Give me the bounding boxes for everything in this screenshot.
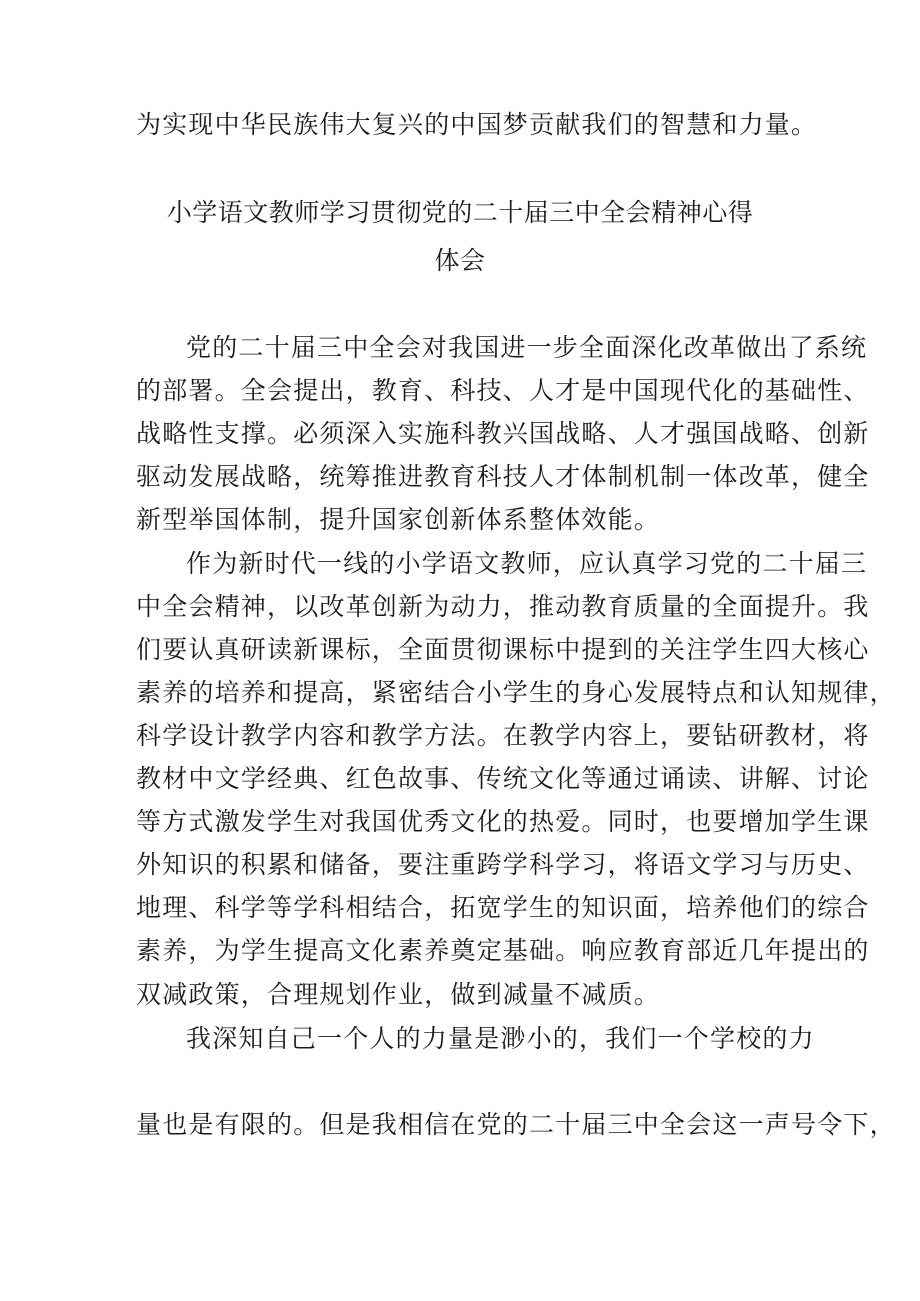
document-title-line-2: 体会 (434, 246, 486, 275)
paragraph-2-line: 地理、科学等学科相结合，拓宽学生的知识面，培养他们的综合 (136, 893, 870, 922)
paragraph-2-line: 们要认真研读新课标，全面贯彻课标中提到的关注学生四大核心 (136, 635, 870, 664)
paragraph-1-line: 战略性支撑。必须深入实施科教兴国战略、人才强国战略、创新 (136, 419, 870, 448)
paragraph-2-line: 双减政策，合理规划作业，做到减量不减质。 (136, 980, 661, 1009)
paragraph-3-line: 我深知自己一个人的力量是渺小的，我们一个学校的力 (186, 1024, 815, 1053)
paragraph-2-line: 教材中文学经典、红色故事、传统文化等通过诵读、讲解、讨论 (136, 764, 870, 793)
paragraph-2-line: 作为新时代一线的小学语文教师，应认真学习党的二十届三 (186, 549, 868, 578)
paragraph-3-line: 量也是有限的。但是我相信在党的二十届三中全会这一声号令下， (136, 1110, 896, 1139)
intro-text-line: 为实现中华民族伟大复兴的中国梦贡献我们的智慧和力量。 (136, 110, 818, 139)
paragraph-2-line: 素养，为学生提高文化素养奠定基础。响应教育部近几年提出的 (136, 936, 870, 965)
paragraph-1-line: 党的二十届三中全会对我国进一步全面深化改革做出了系统 (186, 333, 868, 362)
paragraph-2-line: 素养的培养和提高，紧密结合小学生的身心发展特点和认知规律， (136, 678, 896, 707)
paragraph-1-line: 驱动发展战略，统筹推进教育科技人才体制机制一体改革，健全 (136, 462, 870, 491)
document-title-line-1: 小学语文教师学习贯彻党的二十届三中全会精神心得 (166, 198, 754, 227)
paragraph-2-line: 中全会精神，以改革创新为动力，推动教育质量的全面提升。我 (136, 592, 870, 621)
paragraph-2-line: 等方式激发学生对我国优秀文化的热爱。同时，也要增加学生课 (136, 807, 870, 836)
paragraph-2-line: 科学设计教学内容和教学方法。在教学内容上，要钻研教材，将 (136, 721, 870, 750)
paragraph-1-line: 新型举国体制，提升国家创新体系整体效能。 (136, 505, 661, 534)
paragraph-1-line: 的部署。全会提出，教育、科技、人才是中国现代化的基础性、 (136, 376, 870, 405)
paragraph-2-line: 外知识的积累和储备，要注重跨学科学习，将语文学习与历史、 (136, 850, 870, 879)
